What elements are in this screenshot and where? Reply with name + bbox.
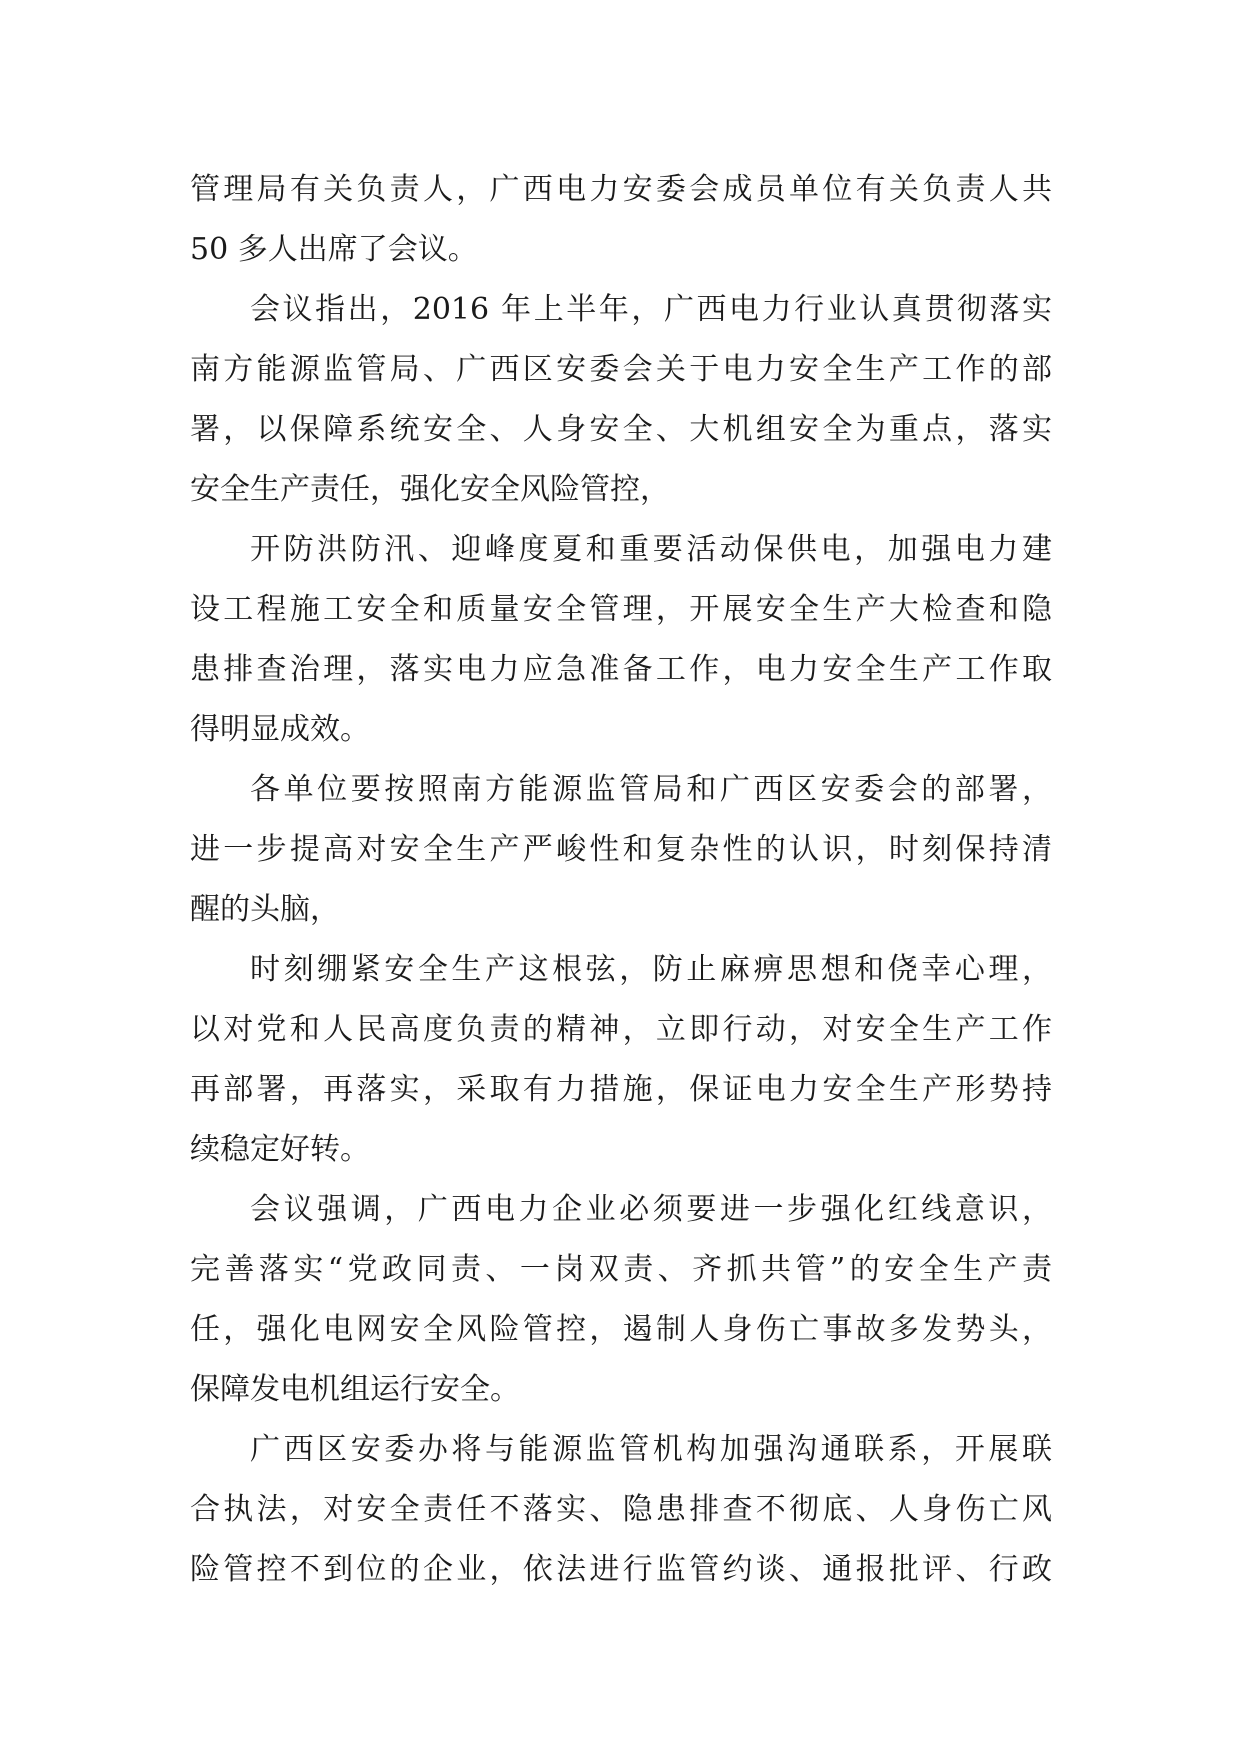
text-line: 会议强调，广西电力企业必须要进一步强化红线意识，: [250, 1192, 1052, 1227]
text-line: 署，以保障系统安全、人身安全、大机组安全为重点，落实: [190, 412, 1052, 447]
text-line: 会议指出，2016 年上半年，广西电力行业认真贯彻落实: [250, 292, 1052, 327]
text-line: 时刻绷紧安全生产这根弦，防止麻痹思想和侥幸心理，: [250, 952, 1052, 987]
text-line: 开防洪防汛、迎峰度夏和重要活动保供电，加强电力建: [250, 532, 1052, 567]
text-line: 安全生产责任，强化安全风险管控，: [190, 472, 670, 507]
text-line: 管理局有关负责人，广西电力安委会成员单位有关负责人共: [190, 172, 1052, 207]
text-line: 广西区安委办将与能源监管机构加强沟通联系，开展联: [250, 1432, 1052, 1467]
text-line: 完善落实“党政同责、一岗双责、齐抓共管”的安全生产责: [190, 1252, 1052, 1287]
text-line: 南方能源监管局、广西区安委会关于电力安全生产工作的部: [190, 352, 1052, 387]
text-line: 患排查治理，落实电力应急准备工作，电力安全生产工作取: [190, 652, 1052, 687]
text-line: 保障发电机组运行安全。: [190, 1372, 520, 1407]
body-text: [190, 160, 1052, 1600]
text-line: 合执法，对安全责任不落实、隐患排查不彻底、人身伤亡风: [190, 1492, 1052, 1527]
text-line: 以对党和人民高度负责的精神，立即行动，对安全生产工作: [190, 1012, 1052, 1047]
text-line: 再部署，再落实，采取有力措施，保证电力安全生产形势持: [190, 1072, 1052, 1107]
text-line: 设工程施工安全和质量安全管理，开展安全生产大检查和隐: [190, 592, 1052, 627]
text-line: 任，强化电网安全风险管控，遏制人身伤亡事故多发势头，: [190, 1312, 1052, 1347]
text-line: 各单位要按照南方能源监管局和广西区安委会的部署，: [250, 772, 1052, 807]
text-line: 得明显成效。: [190, 712, 370, 747]
text-line: 50 多人出席了会议。: [190, 232, 478, 267]
text-line: 险管控不到位的企业，依法进行监管约谈、通报批评、行政: [190, 1552, 1052, 1587]
text-line: 续稳定好转。: [190, 1132, 370, 1167]
text-line: 进一步提高对安全生产严峻性和复杂性的认识，时刻保持清: [190, 832, 1052, 867]
text-line: 醒的头脑，: [190, 892, 340, 927]
